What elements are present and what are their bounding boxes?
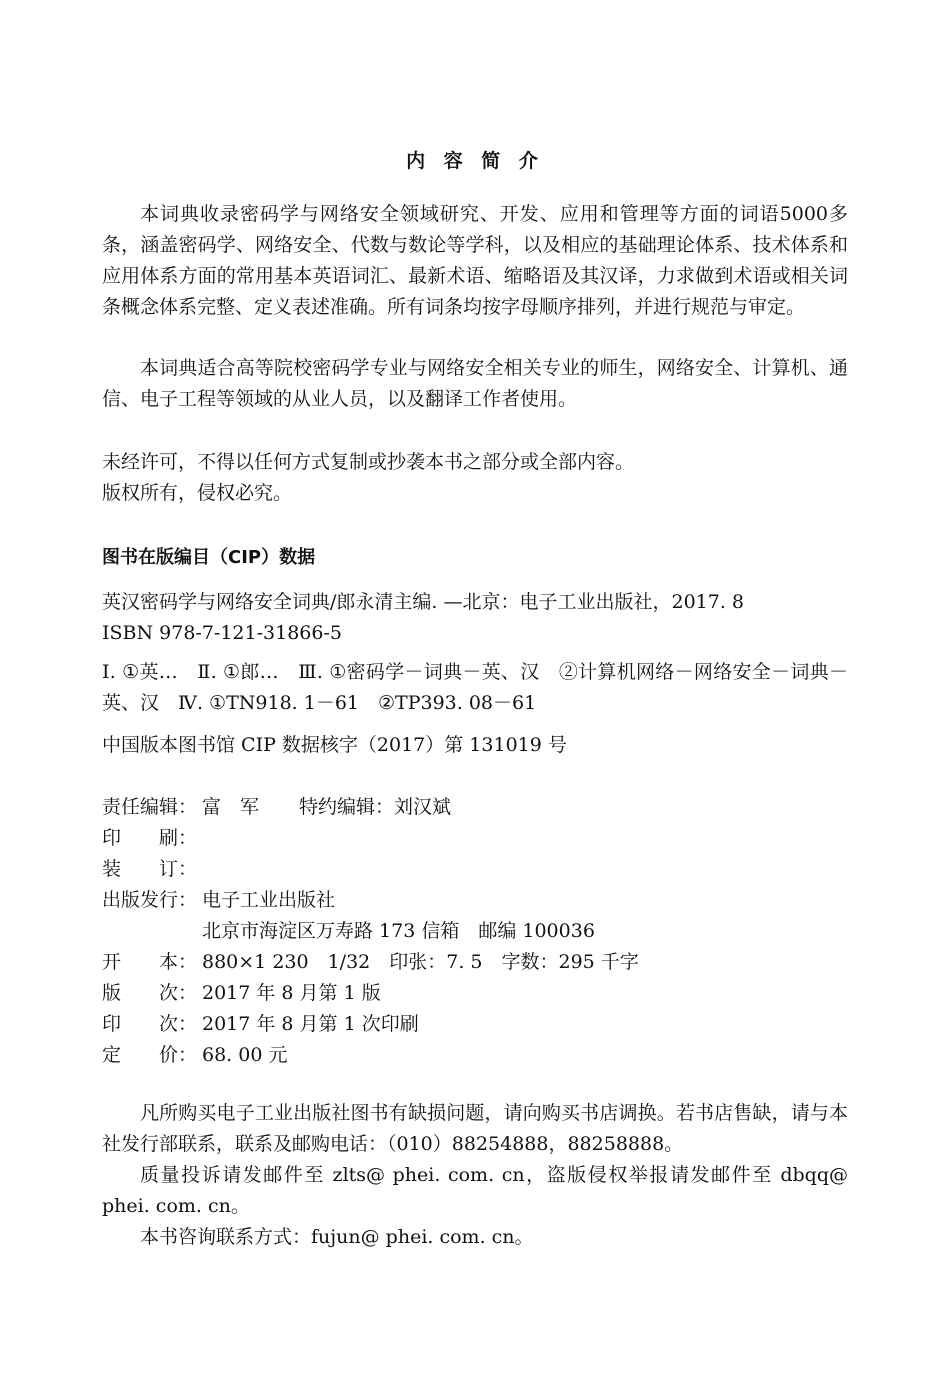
credit-publisher: [102, 885, 335, 916]
edition-value: 2017 年 8 月第 1 版: [202, 982, 381, 1004]
cip-classification: Ⅰ. ①英… Ⅱ. ①郎… Ⅲ. ①密码学－词典－英、汉 ②计算机网络－网络安全－词典－英、汉 Ⅳ. ①TN918. 1－61 ②TP393. 08－61: [102, 661, 848, 714]
edition-label: 版 次：: [102, 982, 198, 1004]
copyright-notice: 未经许可，不得以任何方式复制或抄袭本书之部分或全部内容。: [102, 451, 635, 473]
credit-format: [102, 947, 639, 978]
notice-paragraph-2: 质量投诉请发邮件至 zlts@ phei. com. cn，盗版侵权举报请发邮件至 dbqq@ phei. com. cn。: [102, 1164, 848, 1217]
credit-print: [102, 823, 202, 854]
summary-paragraph-2: 本词典适合高等院校密码学专业与网络安全相关专业的师生，网络安全、计算机、通信、电子工程等领域的从业人员，以及翻译工作者使用。: [102, 357, 848, 410]
format-value: 880×1 230 1/32 印张：7. 5 字数：295 千字: [202, 951, 639, 973]
publisher-label: 出版发行：: [102, 889, 198, 911]
editor-value: 富 军: [202, 796, 260, 818]
summary-title: 内 容 简 介: [406, 150, 544, 172]
cip-title-line: 英汉密码学与网络安全词典/郎永清主编. —北京：电子工业出版社，2017. 8: [102, 591, 745, 613]
editor-label: 责任编辑：: [102, 796, 198, 818]
cip-library-number: 中国版本图书馆 CIP 数据核字（2017）第 131019 号: [102, 734, 567, 756]
cip-heading: 图书在版编目（CIP）数据: [102, 547, 316, 568]
publisher-address: 北京市海淀区万寿路 173 信箱 邮编 100036: [202, 920, 595, 942]
publisher-value: 电子工业出版社: [202, 889, 336, 911]
credit-binding: [102, 854, 202, 885]
cip-isbn: ISBN 978-7-121-31866-5: [102, 622, 342, 644]
credit-address: [102, 916, 595, 947]
notice-paragraph-3: 本书咨询联系方式：fujun@ phei. com. cn。: [140, 1226, 534, 1248]
price-value: 68. 00 元: [202, 1044, 288, 1066]
rights-reserved: 版权所有，侵权必究。: [102, 482, 293, 504]
format-label: 开 本：: [102, 951, 198, 973]
special-editor-label: 特约编辑：: [299, 796, 395, 818]
credit-price: [102, 1040, 287, 1071]
print-label: 印 刷：: [102, 827, 198, 849]
printing-label: 印 次：: [102, 1013, 198, 1035]
binding-label: 装 订：: [102, 858, 198, 880]
credit-edition: [102, 978, 381, 1009]
notice-paragraph-1: 凡所购买电子工业出版社图书有缺损问题，请向购买书店调换。若书店售缺，请与本社发行部联系，联系及邮购电话：（010）88254888，88258888。: [102, 1102, 848, 1155]
price-label: 定 价：: [102, 1044, 198, 1066]
credit-editor: [102, 792, 451, 823]
credit-printing: [102, 1009, 419, 1040]
printing-value: 2017 年 8 月第 1 次印刷: [202, 1013, 419, 1035]
special-editor-value: 刘汉斌: [394, 796, 452, 818]
summary-paragraph-1: 本词典收录密码学与网络安全领域研究、开发、应用和管理等方面的词语5000多条，涵盖密码学、网络安全、代数与数论等学科，以及相应的基础理论体系、技术体系和应用体系方面的常用基本英语词汇、最新术语、缩略语及其汉译，力求做到术语或相关词条概念体系完整、定义表述准确。所有词条均按字母顺序排列，并进行规范与审定。: [102, 203, 848, 318]
